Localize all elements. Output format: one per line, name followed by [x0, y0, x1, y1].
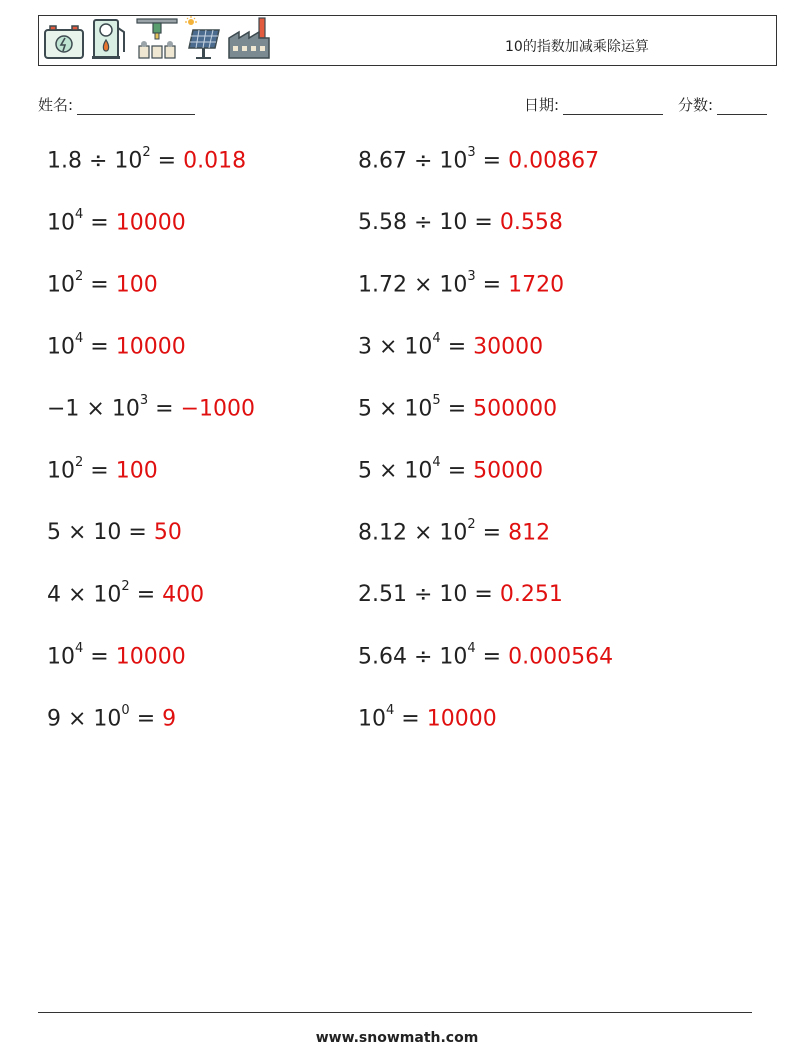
- equals-sign: =: [83, 210, 116, 236]
- problem-expression: 1.8 ÷ 10: [47, 148, 143, 174]
- problem-answer: 30000: [473, 334, 544, 360]
- equals-sign: =: [148, 396, 181, 422]
- problem-item: [47, 641, 186, 670]
- footer-website: www.snowmath.com: [315, 1030, 479, 1046]
- name-blank-line: [77, 100, 195, 115]
- problem-answer: 50: [153, 520, 182, 545]
- problem-answer: 100: [115, 272, 158, 298]
- problem-exponent: 2: [142, 145, 151, 160]
- equals-sign: =: [467, 210, 500, 235]
- score-label: 分数:: [678, 96, 714, 114]
- problem-expression: 10: [47, 458, 75, 484]
- problem-expression: 10: [47, 644, 75, 670]
- worksheet-header: [38, 15, 777, 66]
- problem-answer: 10000: [426, 706, 497, 732]
- problem-answer: 9: [162, 706, 177, 732]
- problem-answer: 812: [508, 520, 551, 546]
- problem-answer: −1000: [180, 396, 255, 422]
- problem-exponent: 3: [467, 269, 476, 284]
- problem-expression: 8.67 ÷ 10: [358, 148, 468, 174]
- equals-sign: =: [467, 582, 500, 607]
- equals-sign: =: [83, 272, 116, 298]
- worksheet-title: 10的指数加减乘除运算: [505, 39, 649, 55]
- problem-answer: 10000: [115, 210, 186, 236]
- problem-expression: −1 × 10: [47, 396, 140, 422]
- hydrogen-plant-icon: [135, 16, 179, 64]
- problem-exponent: 4: [432, 455, 441, 470]
- problem-exponent: 2: [75, 455, 84, 470]
- problem-exponent: 2: [467, 517, 476, 532]
- problem-item: [47, 703, 177, 732]
- problem-expression: 5.64 ÷ 10: [358, 644, 468, 670]
- problem-exponent: 3: [139, 393, 149, 408]
- problem-answer: 10000: [115, 334, 186, 360]
- problem-item: [47, 393, 255, 422]
- problem-answer: 0.251: [499, 582, 563, 607]
- name-label: 姓名:: [38, 96, 74, 114]
- problem-answer: 50000: [473, 458, 544, 484]
- date-label: 日期:: [524, 96, 560, 114]
- problem-item: [47, 207, 186, 236]
- problem-item: [358, 145, 600, 174]
- equals-sign: =: [83, 458, 116, 484]
- problem-expression: 5 × 10: [358, 458, 433, 484]
- equals-sign: =: [83, 644, 116, 670]
- problem-expression: 10: [47, 210, 75, 236]
- footer-divider: [38, 1012, 752, 1013]
- problem-answer: 400: [162, 582, 205, 608]
- problem-expression: 10: [358, 706, 386, 732]
- gas-pump-icon: [91, 16, 129, 64]
- problem-answer: 100: [115, 458, 158, 484]
- equals-sign: =: [440, 458, 474, 484]
- problem-exponent: 3: [467, 145, 476, 160]
- problem-expression: 5.58 ÷ 10: [358, 210, 468, 235]
- score-blank-line: [717, 100, 767, 115]
- problem-exponent: 2: [121, 579, 130, 594]
- problem-expression: 10: [47, 272, 75, 298]
- equals-sign: =: [129, 582, 163, 608]
- problem-item: [47, 455, 158, 484]
- problem-item: [358, 393, 558, 422]
- equals-sign: =: [475, 148, 509, 174]
- factory-icon: [227, 16, 271, 64]
- problem-expression: 5 × 10: [47, 520, 122, 545]
- problem-expression: 9 × 10: [47, 706, 122, 732]
- battery-icon: [43, 24, 85, 64]
- equals-sign: =: [440, 334, 474, 360]
- problem-item: [358, 703, 497, 732]
- problem-expression: 8.12 × 10: [358, 520, 468, 546]
- problem-expression: 4 × 10: [47, 582, 122, 608]
- problem-item: [47, 520, 182, 545]
- score-field: [678, 94, 767, 115]
- problem-answer: 0.018: [183, 148, 247, 174]
- problem-exponent: 4: [386, 703, 395, 718]
- problem-item: [358, 269, 565, 298]
- problem-item: [358, 210, 563, 235]
- problem-item: [358, 641, 614, 670]
- problem-answer: 0.00867: [508, 148, 600, 174]
- problem-item: [358, 331, 544, 360]
- problem-item: [47, 331, 186, 360]
- date-field: [524, 94, 663, 115]
- problem-expression: 10: [47, 334, 75, 360]
- problem-exponent: 2: [75, 269, 84, 284]
- equals-sign: =: [475, 272, 509, 298]
- problem-item: [358, 455, 544, 484]
- problem-exponent: 4: [75, 207, 84, 222]
- problem-item: [47, 269, 158, 298]
- equals-sign: =: [475, 520, 509, 546]
- problem-item: [47, 579, 205, 608]
- problem-exponent: 5: [432, 393, 441, 408]
- equals-sign: =: [129, 706, 163, 732]
- problem-answer: 0.000564: [508, 644, 614, 670]
- equals-sign: =: [440, 396, 474, 422]
- problem-expression: 2.51 ÷ 10: [358, 582, 468, 607]
- problem-exponent: 4: [75, 331, 84, 346]
- problem-exponent: 4: [467, 641, 476, 656]
- equals-sign: =: [121, 520, 154, 545]
- problem-exponent: 4: [75, 641, 84, 656]
- solar-panel-icon: [185, 16, 221, 64]
- equals-sign: =: [475, 644, 509, 670]
- problem-expression: 1.72 × 10: [358, 272, 468, 298]
- problem-exponent: 4: [432, 331, 441, 346]
- problem-answer: 0.558: [499, 210, 563, 235]
- problem-answer: 500000: [473, 396, 558, 422]
- equals-sign: =: [150, 148, 184, 174]
- equals-sign: =: [83, 334, 116, 360]
- problem-expression: 3 × 10: [358, 334, 433, 360]
- problem-answer: 10000: [115, 644, 186, 670]
- problem-item: [47, 145, 247, 174]
- problem-item: [358, 582, 563, 607]
- date-blank-line: [563, 100, 663, 115]
- problem-exponent: 0: [121, 703, 130, 718]
- header-icons: [43, 20, 271, 64]
- problem-answer: 1720: [508, 272, 565, 298]
- problem-item: [358, 517, 551, 546]
- name-field: [38, 94, 195, 115]
- equals-sign: =: [394, 706, 427, 732]
- problem-expression: 5 × 10: [358, 396, 433, 422]
